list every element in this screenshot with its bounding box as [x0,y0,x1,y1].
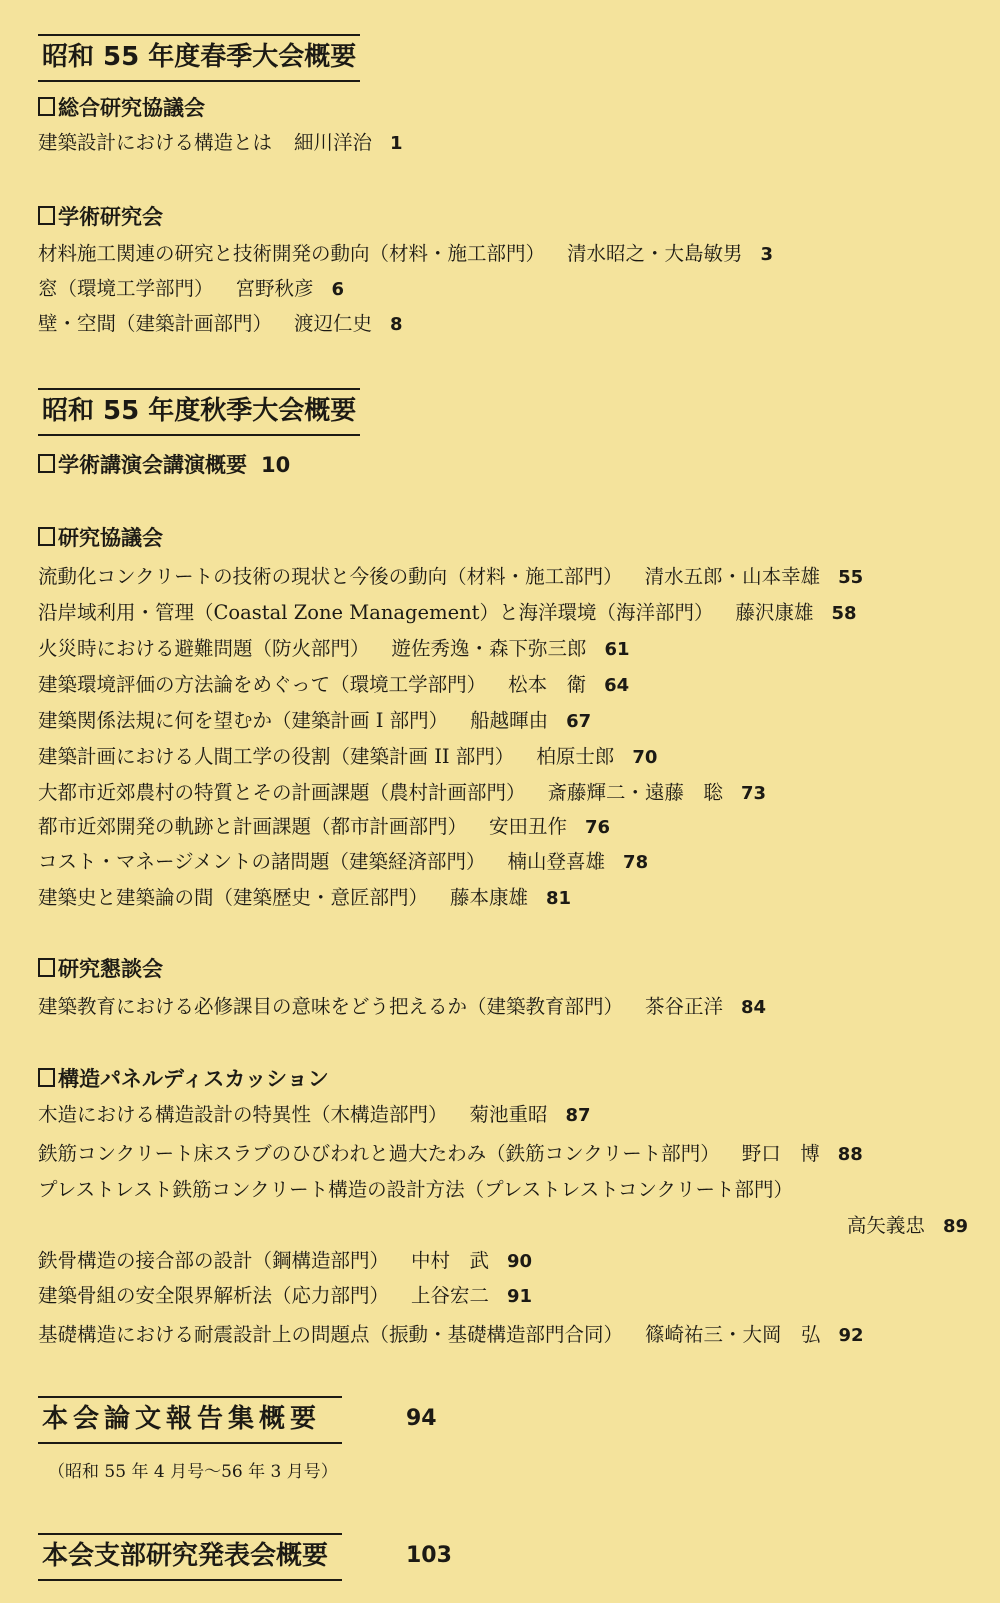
checkbox-square-icon [38,206,55,225]
entry-author: 楠山登喜雄 [507,850,606,873]
entry-page: 1 [390,133,403,154]
entry-title: 大都市近郊農村の特質とその計画課題（農村計画部門） [38,781,526,804]
checkbox-square-icon [38,1068,55,1087]
entry-title: 建築骨組の安全限界解析法（応力部門） [38,1284,390,1307]
entry-page: 92 [838,1325,864,1346]
entry-page: 73 [741,783,767,804]
subsection-title: 総合研究協議会 [58,96,205,120]
toc-entry [38,883,571,914]
entry-page: 94 [406,1406,437,1431]
entry-page: 91 [507,1286,533,1307]
section-heading-papers [38,1396,437,1444]
toc-entry [38,309,403,340]
toc-entry [38,778,766,809]
toc-entry [38,274,344,305]
entry-page: 61 [604,639,630,660]
entry-author: 船越暉由 [470,709,549,732]
entry-author: 藤本康雄 [450,886,529,909]
subsection-title: 研究懇談会 [58,957,163,981]
entry-author: 細川洋治 [294,131,373,154]
toc-entry [38,1246,532,1277]
section-heading-spring [38,34,360,82]
entry-title: 鉄骨構造の接合部の設計（鋼構造部門） [38,1249,390,1272]
subsection-heading [38,94,205,122]
entry-title: 材料施工関連の研究と技術開発の動向（材料・施工部門） [38,242,546,265]
entry-page: 103 [406,1543,452,1568]
entry-author: 松本 衛 [508,673,587,696]
entry-author: 清水五郎・山本幸雄 [644,565,821,588]
entry-page: 89 [942,1216,968,1237]
entry-page: 90 [507,1251,533,1272]
toc-entry [38,1320,864,1351]
entry-page: 58 [831,603,857,624]
toc-entry [38,812,610,843]
entry-page: 84 [741,997,767,1018]
toc-entry [38,239,773,270]
entry-page: 70 [632,747,658,768]
toc-entry [38,1175,793,1205]
date-range-note: （昭和 55 年 4 月号〜56 年 3 月号） [48,1462,338,1482]
subsection-heading [38,955,163,983]
entry-author: 安田丑作 [489,815,568,838]
entry-title: 窓（環境工学部門） [38,277,214,300]
entry-title: 火災時における避難問題（防火部門） [38,637,370,660]
entry-author: 茶谷正洋 [645,995,724,1018]
toc-entry [38,706,591,737]
entry-author: 宮野秋彦 [235,277,314,300]
entry-author: 斎藤輝二・遠藤 聡 [547,781,724,804]
entry-page: 87 [565,1105,591,1126]
entry-title: 建築史と建築論の間（建築歴史・意匠部門） [38,886,429,909]
entry-author: 渡辺仁史 [294,312,373,335]
subsection-heading [38,451,290,479]
toc-entry [38,634,630,665]
subsection-heading [38,1065,329,1093]
checkbox-square-icon [38,958,55,977]
entry-title: 建築設計における構造とは [38,131,273,154]
entry-title: プレストレスト鉄筋コンクリート構造の設計方法（プレストレストコンクリート部門） [38,1178,794,1201]
toc-entry [38,670,629,701]
entry-page: 76 [585,817,611,838]
toc-entry [38,128,403,159]
entry-author: 清水昭之・大島敏男 [567,242,743,265]
section-heading-autumn [38,388,360,436]
checkbox-square-icon [38,527,55,546]
entry-title: 建築環境評価の方法論をめぐって（環境工学部門） [38,673,487,696]
toc-entry-continuation [847,1211,968,1242]
toc-entry [38,562,863,593]
entry-author: 篠崎祐三・大岡 弘 [645,1323,821,1346]
subsection-title: 構造パネルディスカッション [58,1067,329,1091]
toc-entry [38,598,857,629]
entry-page: 67 [566,711,592,732]
entry-title: 木造における構造設計の特異性（木構造部門） [38,1103,448,1126]
subsection-title: 学術講演会講演概要 [58,453,247,477]
entry-title: 基礎構造における耐震設計上の問題点（振動・基礎構造部門合同） [38,1323,624,1346]
section-title: 昭和 55 年度春季大会概要 [42,42,357,72]
entry-title: 建築計画における人間工学の役割（建築計画 II 部門） [38,745,515,768]
section-heading-branch [38,1533,452,1581]
entry-title: コスト・マネージメントの諸問題（建築経済部門） [38,850,486,873]
toc-entry [38,1139,863,1170]
entry-page: 3 [760,244,774,265]
entry-title: 鉄筋コンクリート床スラブのひびわれと過大たわみ（鉄筋コンクリート部門） [38,1142,720,1165]
entry-author: 藤沢康雄 [735,601,814,624]
entry-author: 中村 武 [411,1249,490,1272]
entry-page: 10 [261,453,291,477]
toc-entry [38,742,657,773]
subsection-title: 研究協議会 [58,526,163,550]
entry-title: 壁・空間（建築計画部門） [38,312,273,335]
entry-author: 上谷宏二 [411,1284,490,1307]
entry-title: 都市近郊開発の軌跡と計画課題（都市計画部門） [38,815,468,838]
toc-entry [38,992,766,1023]
entry-page: 8 [390,314,403,335]
checkbox-square-icon [38,454,55,473]
entry-title: 流動化コンクリートの技術の現状と今後の動向（材料・施工部門） [38,565,623,588]
entry-page: 78 [623,852,649,873]
toc-entry [38,1281,532,1312]
entry-author: 遊佐秀逸・森下弥三郎 [391,637,587,660]
section-title: 昭和 55 年度秋季大会概要 [42,396,357,426]
entry-author: 野口 博 [741,1142,820,1165]
section-title: 本会支部研究発表会概要 [42,1541,329,1571]
entry-title: 沿岸域利用・管理（Coastal Zone Management）と海洋環境（海洋部門） [38,601,714,624]
entry-page: 6 [331,279,345,300]
entry-page: 55 [838,567,864,588]
subsection-title: 学術研究会 [58,205,163,229]
entry-author: 菊池重昭 [469,1103,548,1126]
entry-author: 高矢義忠 [846,1214,925,1237]
subsection-heading [38,203,163,231]
entry-author: 柏原士郎 [536,745,615,768]
checkbox-square-icon [38,97,55,116]
toc-entry [38,1100,591,1131]
entry-page: 81 [546,888,572,909]
section-title: 本会論文報告集概要 [42,1404,322,1434]
entry-page: 88 [837,1144,863,1165]
entry-page: 64 [604,675,630,696]
entry-title: 建築教育における必修課目の意味をどう把えるか（建築教育部門） [38,995,624,1018]
subsection-heading [38,524,163,552]
entry-title: 建築関係法規に何を望むか（建築計画 I 部門） [38,709,449,732]
toc-entry [38,847,648,878]
